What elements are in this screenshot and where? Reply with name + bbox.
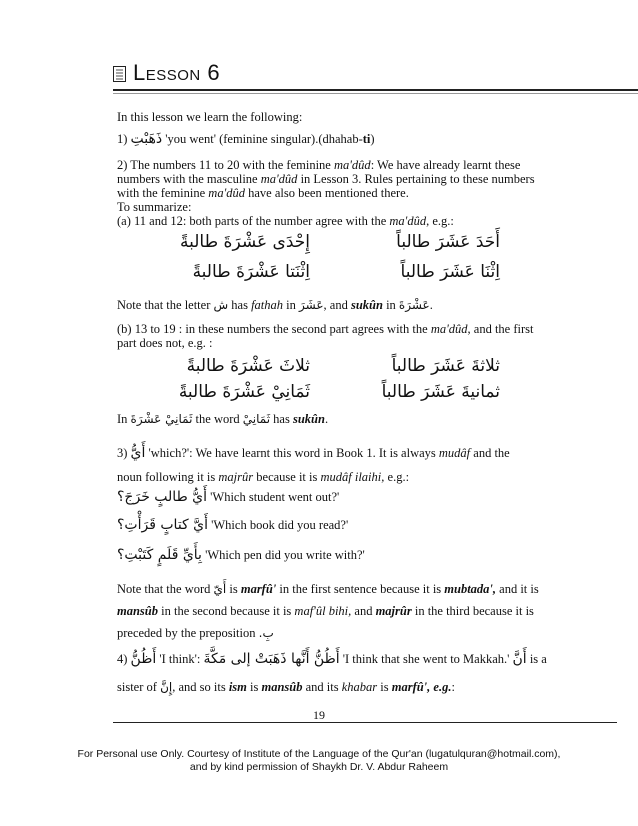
item3-l1-text: 'which?': We have learnt this word in Book 1. It is always [148, 446, 436, 460]
item2-b-line [117, 322, 533, 336]
item2-line1 [117, 158, 520, 172]
item3-example-1 [117, 490, 339, 504]
item2-b-line2: part does not, e.g. : [117, 336, 213, 350]
item3-l2-mid: because it is [256, 470, 318, 484]
ex-a-1-right: أَحَدَ عَشَرَ طالباً [396, 232, 500, 252]
lesson-title: Lesson 6 [133, 60, 221, 85]
item2-line3 [117, 186, 409, 200]
item2-l1-end: : We have already learnt these [370, 158, 521, 172]
header-rule [113, 89, 638, 91]
item2-b-italic: ma'dûd [430, 322, 468, 336]
note-a-arabic2: عَشَرَ [299, 298, 324, 312]
note-b-arabic2: ثَمَانِيْ [242, 412, 271, 426]
item4-l2-is: is [250, 680, 259, 694]
note-a-italic2: sukûn [350, 298, 383, 312]
item2-b-end: , and the first [467, 322, 534, 336]
note-a-has: has [231, 298, 248, 312]
item3-n1-end: and it is [499, 582, 539, 596]
ex-a-2-right: اِثْنَا عَشَرَ طالباً [400, 262, 500, 282]
item3-n2-italic3: majrûr [375, 604, 412, 618]
item4-l2-italic2: mansûb [261, 680, 303, 694]
item3-note-line3 [117, 626, 274, 640]
item1-number: 1) [117, 132, 128, 146]
item2-line4: To summarize: [117, 200, 192, 214]
note-a: Note that the letter ش has fathah in عَشَرَ, and sukûn in عَشْرَةَ. [117, 298, 433, 312]
item3-example-3-arabic: بِأَيِّ قَلَمٍ كَتَبْتِ؟ [117, 547, 202, 563]
item4-l2-is2: is [380, 680, 389, 694]
item3-arabic: أَيُّ [130, 445, 146, 461]
note-b [117, 412, 328, 426]
item3-n1-italic2: mubtada', [444, 582, 497, 596]
ex-a-2-left: اِثْنَتا عَشْرَةَ طالبةً [192, 262, 310, 282]
item2-l1-text: 2) The numbers 11 to 20 with the feminine [117, 158, 331, 172]
item4-english2: 'I think that she went to Makkah.' [342, 652, 510, 666]
item3-number: 3) [117, 446, 128, 460]
item2-a-line [117, 214, 454, 228]
item4-l2-text: sister of [117, 680, 157, 694]
note-b-end: . [324, 412, 329, 426]
item2-l2-italic: ma'dûd [260, 172, 298, 186]
item3-example-2-arabic: أَيَّ كتابٍ قَرَأْتِ؟ [117, 517, 208, 533]
header-rule-thin [113, 93, 638, 94]
item3-l1-end: and the [473, 446, 510, 460]
item4-arabic2: أَظُنُّ أَنَّها ذَهَبَتْ إلى مَكَّةَ [203, 651, 340, 667]
item4-english1: 'I think': [159, 652, 201, 666]
ex-b-1-left: ثلاثَ عَشْرَةَ طالبةً [186, 356, 310, 376]
item2-l2-end: in Lesson 3. Rules pertaining to these numbers [300, 172, 535, 186]
item3-example-1-english: 'Which student went out?' [210, 490, 340, 504]
item3-line2 [117, 470, 409, 484]
footer-line1: For Personal use Only. Courtesy of Institute of the Language of the Qur'an (lugatulquran@hotmail.com), [77, 748, 561, 760]
ex-b-1-right: ثلاثةَ عَشَرَ طالباً [391, 356, 500, 376]
item2-b-text: (b) 13 to 19 : in these numbers the second part agrees with the [117, 322, 428, 336]
item3-l2-italic2: mudâf ilaihi, [320, 470, 385, 484]
item4-english3: is a [529, 652, 547, 666]
item1-bold: ti [362, 132, 371, 146]
item3-n2-and: and [354, 604, 373, 618]
note-b-in: In [117, 412, 128, 426]
footer-line2: and by kind permission of Shaykh Dr. V. Abdur Raheem [189, 761, 449, 773]
document-icon [113, 66, 126, 82]
item4-arabic3: أَنَّ [512, 651, 527, 667]
item2-a-text: (a) 11 and 12: both parts of the number agree with the [117, 214, 387, 228]
item3-note-line1 [117, 582, 539, 596]
item2-l3-text: with the feminine [117, 186, 206, 200]
item3-example-2-english: 'Which book did you read?' [211, 518, 349, 532]
note-b-the-word: the word [195, 412, 240, 426]
ex-b-2-left: ثَمَانِيْ عَشْرَةَ طالبةً [178, 382, 310, 402]
item3-n3-text: preceded by the preposition [117, 626, 256, 640]
lesson-header [113, 60, 518, 90]
item3-n2-end: in the third because it is [414, 604, 534, 618]
footer-rule [113, 722, 617, 723]
item2-l2-text: numbers with the masculine [117, 172, 258, 186]
item4-l2-italic4: marfû', e.g. [391, 680, 452, 694]
item3-l2-italic1: majrûr [218, 470, 254, 484]
item4-arabic1: أَظُنُّ [130, 651, 157, 667]
note-b-arabic: ثَمَانِيْ عَشْرَةَ [130, 412, 193, 426]
item3-n2-italic2: maf'ûl bihi, [294, 604, 352, 618]
note-a-text: Note that the letter [117, 298, 211, 312]
note-a-and: , and [323, 298, 348, 312]
item3-n2-text: in the second because it is [161, 604, 292, 618]
item3-example-3 [117, 548, 365, 562]
item1-arabic: ذَهَبْتِ [130, 131, 163, 147]
item1-english: 'you went' (feminine singular).(dhahab- [165, 132, 363, 146]
item4-l2-mid: , and so its [172, 680, 226, 694]
item4-l2-end: : [451, 680, 455, 694]
item4-l2-and: and its [305, 680, 339, 694]
note-a-arabic: ش [213, 298, 229, 312]
note-a-arabic3: عَشْرَةَ [398, 298, 430, 312]
note-b-has: has [273, 412, 290, 426]
item4-number: 4) [117, 652, 128, 666]
item2-line2 [117, 172, 535, 186]
item2-a-italic: ma'dûd [389, 214, 427, 228]
item3-l1-italic: mudâf [438, 446, 471, 460]
item4-line2 [117, 680, 455, 694]
item3-l2-end: e.g.: [387, 470, 410, 484]
item2-l1-italic: ma'dûd [333, 158, 371, 172]
item3-note-line2 [117, 604, 534, 618]
item4-l2-italic3: khabar [341, 680, 378, 694]
note-a-in2: in [386, 298, 396, 312]
footer [0, 748, 638, 774]
ex-b-2-right: ثمانيةَ عَشَرَ طالباً [381, 382, 500, 402]
page-number: 19 [313, 708, 325, 722]
note-a-italic1: fathah [251, 298, 284, 312]
item3-n3-arabic: بِ. [258, 626, 274, 640]
item3-line1 [117, 446, 510, 460]
item3-example-3-english: 'Which pen did you write with?' [205, 548, 365, 562]
note-b-italic: sukûn [292, 412, 325, 426]
item3-n1-text: Note that the word [117, 582, 211, 596]
item2-l3-italic: ma'dûd [208, 186, 245, 200]
item3-n1-italic1: marfû' [240, 582, 277, 596]
item3-n1-mid: in the first sentence because it is [279, 582, 442, 596]
item2-a-end: , e.g.: [426, 214, 454, 228]
item2-l3-end: have also been mentioned there. [248, 186, 409, 200]
ex-a-1-left: إِحْدَى عَشْرَةَ طالبةً [180, 232, 310, 252]
item3-example-2 [117, 518, 348, 532]
item4-line1 [117, 652, 547, 666]
note-a-in: in [286, 298, 296, 312]
intro-text: In this lesson we learn the following: [117, 110, 303, 124]
item1-end: ) [370, 132, 375, 146]
item3-l2-text: noun following it is [117, 470, 216, 484]
item3-example-1-arabic: أَيُّ طالبٍ خَرَجَ؟ [117, 489, 208, 505]
item4-l2-italic1: ism [228, 680, 247, 694]
item1-line [117, 132, 375, 146]
item3-n1-arabic: أَيّ [213, 582, 227, 596]
item3-n2-italic1: mansûb [117, 604, 158, 618]
item3-n1-is: is [229, 582, 238, 596]
item4-l2-arabic: إِنَّ [160, 680, 173, 694]
